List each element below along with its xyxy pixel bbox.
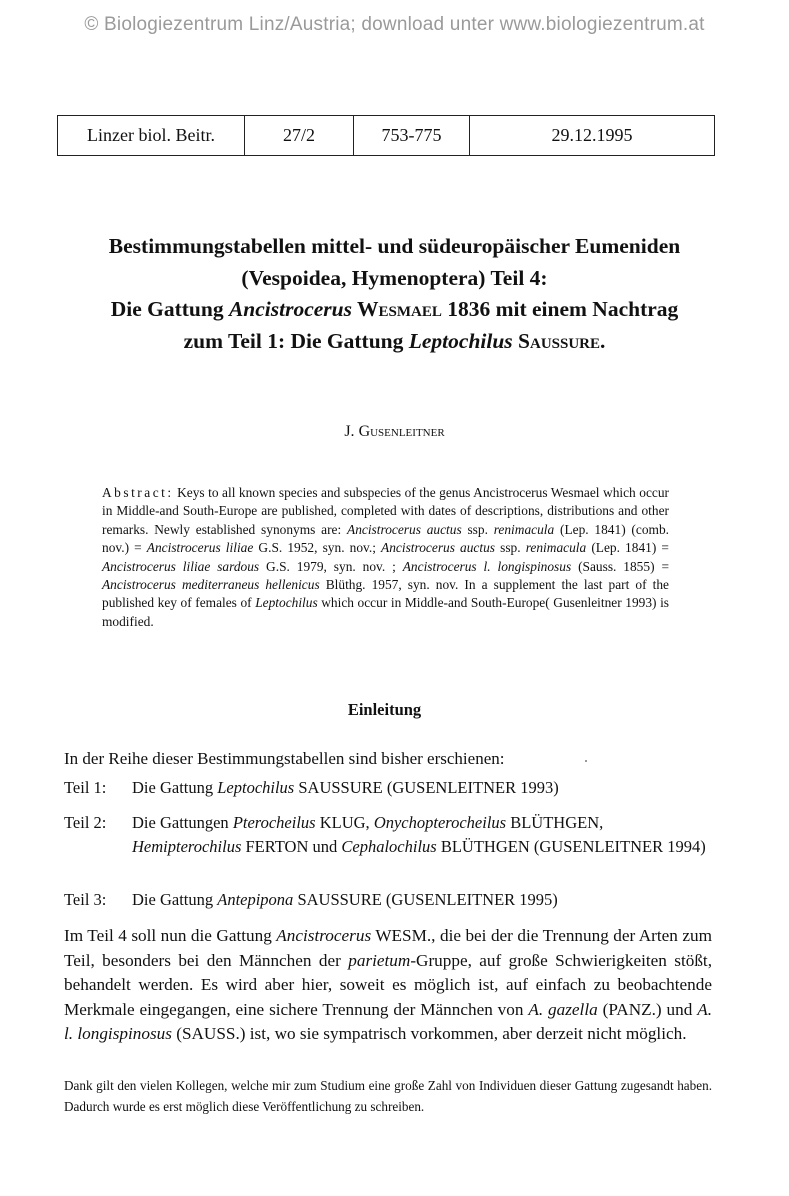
title-line-4: zum Teil 1: Die Gattung Leptochilus Saussure. bbox=[183, 328, 606, 353]
scan-speck bbox=[585, 760, 587, 762]
citation-date: 29.12.1995 bbox=[470, 116, 715, 156]
citation-journal: Linzer biol. Beitr. bbox=[58, 116, 245, 156]
author-name: J. Gusenleitner bbox=[344, 423, 445, 440]
title-line-3: Die Gattung Ancistrocerus Wesmael 1836 mit einem Nachtrag bbox=[110, 297, 679, 321]
citation-pages: 753-775 bbox=[354, 116, 470, 156]
citation-volume: 27/2 bbox=[245, 116, 354, 156]
teil-1-entry: Teil 1: Die Gattung Leptochilus SAUSSURE (GUSENLEITNER 1993) bbox=[64, 776, 714, 800]
paper-title bbox=[40, 231, 749, 357]
teil-1-label: Teil 1: bbox=[64, 778, 107, 797]
citation-row bbox=[58, 116, 715, 156]
abstract: Abstract: Keys to all known species and subspecies of the genus Ancistrocerus Wesmael which occur in Middle-and South-Europe are published, completed with dates of descriptions, distributions and other remarks. Newly established synonyms are: Ancistrocerus auctus ssp. renimacula (Lep. 1841) (comb. nov.) = Ancistrocerus liliae G.S. 1952, syn. nov.; Ancistrocerus auctus ssp. renimacula (Lep. 1841) = Ancistrocerus liliae sardous G.S. 1979, syn. nov. ; Ancistrocerus l. longispinosus (Sauss. 1855) = Ancistrocerus mediterraneus hellenicus Blüthg. 1957, syn. nov. In a supplement the last part of the published key of females of Leptochilus which occur in Middle-and South-Europe( Gusenleitner 1993) is modified. bbox=[102, 485, 669, 629]
citation-table bbox=[57, 115, 715, 156]
teil-2-label: Teil 2: bbox=[64, 813, 107, 832]
intro-line: In der Reihe dieser Bestimmungstabellen sind bisher erschienen: bbox=[64, 749, 505, 768]
abstract-label: Abstract: bbox=[102, 485, 174, 500]
body-paragraph: Im Teil 4 soll nun die Gattung Ancistrocerus WESM., die bei der die Trennung der Arten zum Teil, besonders bei den Männchen der parietum-Gruppe, auf große Schwierigkeiten stößt, behandelt werden. Es wird aber hier, soweit es möglich ist, auf einfach zu beobachtende Merkmale eingegangen, eine sichere Trennung der Männchen von A. gazella (PANZ.) und A. l. longispinosus (SAUSS.) ist, wo sie sympatrisch vorkommen, aber derzeit nicht möglich. bbox=[64, 926, 712, 1044]
title-line-2: (Vespoidea, Hymenoptera) Teil 4: bbox=[241, 265, 548, 290]
section-heading: Einleitung bbox=[347, 700, 422, 719]
teil-3-entry: Teil 3: Die Gattung Antepipona SAUSSURE (GUSENLEITNER 1995) bbox=[64, 888, 714, 912]
title-line-1: Bestimmungstabellen mittel- und südeuropäischer Eumeniden bbox=[108, 234, 681, 258]
copyright-watermark: © Biologiezentrum Linz/Austria; download unter www.biologiezentrum.at bbox=[84, 14, 705, 35]
teil-2-entry: Teil 2: Die Gattungen Pterocheilus KLUG, Onychopterocheilus BLÜTHGEN, Hemipterochilus FERTON und Cephalochilus BLÜTHGEN (GUSENLEITNER 1994) bbox=[64, 813, 706, 856]
teil-3-label: Teil 3: bbox=[64, 890, 107, 909]
footnote: Dank gilt den vielen Kollegen, welche mir zum Studium eine große Zahl von Individuen dieser Gattung zugesandt haben. Dadurch wurde es erst möglich diese Veröffentlichung zu schreiben. bbox=[64, 1078, 712, 1114]
